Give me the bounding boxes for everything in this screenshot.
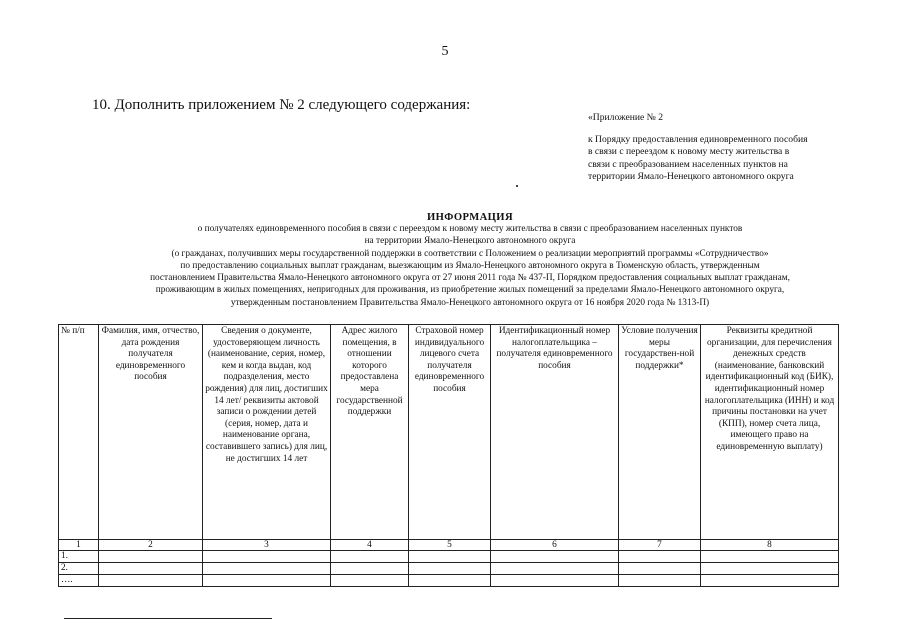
information-line: проживающим в жилых помещениях, непригодных для проживания, из приобретение жилых помещений за пределами Ямало-Ненецкого автономного округа, — [155, 285, 785, 296]
item-heading: 10. Дополнить приложением № 2 следующего содержания: — [92, 97, 471, 113]
appendix-line: связи с преобразованием населенных пунктов на — [588, 158, 788, 170]
information-line: постановлением Правительства Ямало-Ненецкого автономного округа от 27 июня 2011 года № 437-П, Порядком предоставления социальных выплат гражданам, — [150, 273, 790, 284]
table-cell — [203, 575, 331, 587]
row-number: 2. — [59, 563, 99, 575]
appendix-line: территории Ямало-Ненецкого автономного округа — [588, 171, 794, 182]
information-line: о получателях единовременного пособия в связи с переездом к новому месту жительства в связи с преобразованием населенных пунктов — [197, 224, 743, 234]
table-cell — [203, 551, 331, 563]
table-cell — [701, 563, 839, 575]
column-number: 4 — [331, 540, 409, 551]
table-cell — [99, 563, 203, 575]
header-cell: Сведения о документе, удостоверяющем личность (наименование, серия, номер, кем и когда выдан, код подразделения, место рождения) для лиц, достигших 14 лет/ реквизиты актовой записи о рождении детей (серия, номер, дата и наименование органа, составившего запись) для лиц, не достигших 14 лет — [203, 325, 331, 540]
scan-dot — [516, 185, 518, 187]
table-cell — [331, 563, 409, 575]
information-title: ИНФОРМАЦИЯ — [427, 212, 513, 223]
information-line: (о гражданах, получивших меры государственной поддержки в соответствии с Положением о реализации мероприятий программы «Сотрудничество» — [171, 248, 769, 259]
footnote-separator — [64, 618, 272, 619]
table-row — [59, 575, 839, 587]
header-cell: Фамилия, имя, отчество, дата рождения получателя единовременного пособия — [99, 325, 203, 540]
appendix-line: в связи с переездом к новому месту жительства в — [588, 146, 790, 157]
table-cell — [701, 575, 839, 587]
table-row — [59, 551, 839, 563]
column-number: 1 — [59, 540, 99, 551]
table-cell — [619, 563, 701, 575]
table-cell — [491, 563, 619, 575]
header-cell: Страховой номер индивидуального лицевого счета получателя единовременного пособия — [409, 325, 491, 540]
appendix-title: «Приложение № 2 — [588, 112, 664, 123]
column-number: 8 — [701, 540, 839, 551]
recipients-table — [58, 324, 839, 587]
table-cell — [409, 575, 491, 587]
header-cell: Реквизиты кредитной организации, для перечисления денежных средств (наименование, банковский идентификационный код (БИК), идентификационный номер налогоплательщика (ИНН) и код причины постановки на учет (КПП), номер счета лица, имеющего право на единовременную выплату) — [701, 325, 839, 540]
table-cell — [409, 563, 491, 575]
table-cell — [331, 551, 409, 563]
table-header-row — [59, 325, 839, 540]
information-line: на территории Ямало-Ненецкого автономного округа — [364, 236, 576, 247]
table-cell — [701, 551, 839, 563]
information-line: по предоставлению социальных выплат гражданам, выезжающим из Ямало-Ненецкого автономного округа в Тюменскую область, утвержденным — [180, 260, 760, 271]
column-number: 2 — [99, 540, 203, 551]
information-block — [60, 212, 880, 309]
information-line: утвержденным постановлением Правительства Ямало-Ненецкого автономного округа от 16 ноября 2020 года № 1313-П) — [230, 297, 710, 308]
table-cell — [331, 575, 409, 587]
header-cell: Идентификационный номер налогоплательщика – получателя единовременного пособия — [491, 325, 619, 540]
appendix-header — [588, 112, 848, 184]
header-cell: Условие получения меры государствен-ной поддержки* — [619, 325, 701, 540]
column-number: 3 — [203, 540, 331, 551]
table-cell — [491, 575, 619, 587]
table-cell — [409, 551, 491, 563]
row-number: 1. — [59, 551, 99, 563]
table-row — [59, 563, 839, 575]
page-number: 5 — [441, 44, 449, 59]
column-number: 5 — [409, 540, 491, 551]
column-number-row — [59, 540, 839, 551]
table-cell — [203, 563, 331, 575]
appendix-line: к Порядку предоставления единовременного пособия — [588, 133, 808, 145]
header-cell: Адрес жилого помещения, в отношении которого предоставлена мера государственной поддержки — [331, 325, 409, 540]
table-cell — [619, 551, 701, 563]
table-cell — [619, 575, 701, 587]
column-number: 6 — [491, 540, 619, 551]
table-cell — [491, 551, 619, 563]
column-number: 7 — [619, 540, 701, 551]
table-cell — [99, 551, 203, 563]
header-cell: № п/п — [59, 325, 99, 540]
row-number: …. — [59, 575, 99, 587]
table-cell — [99, 575, 203, 587]
